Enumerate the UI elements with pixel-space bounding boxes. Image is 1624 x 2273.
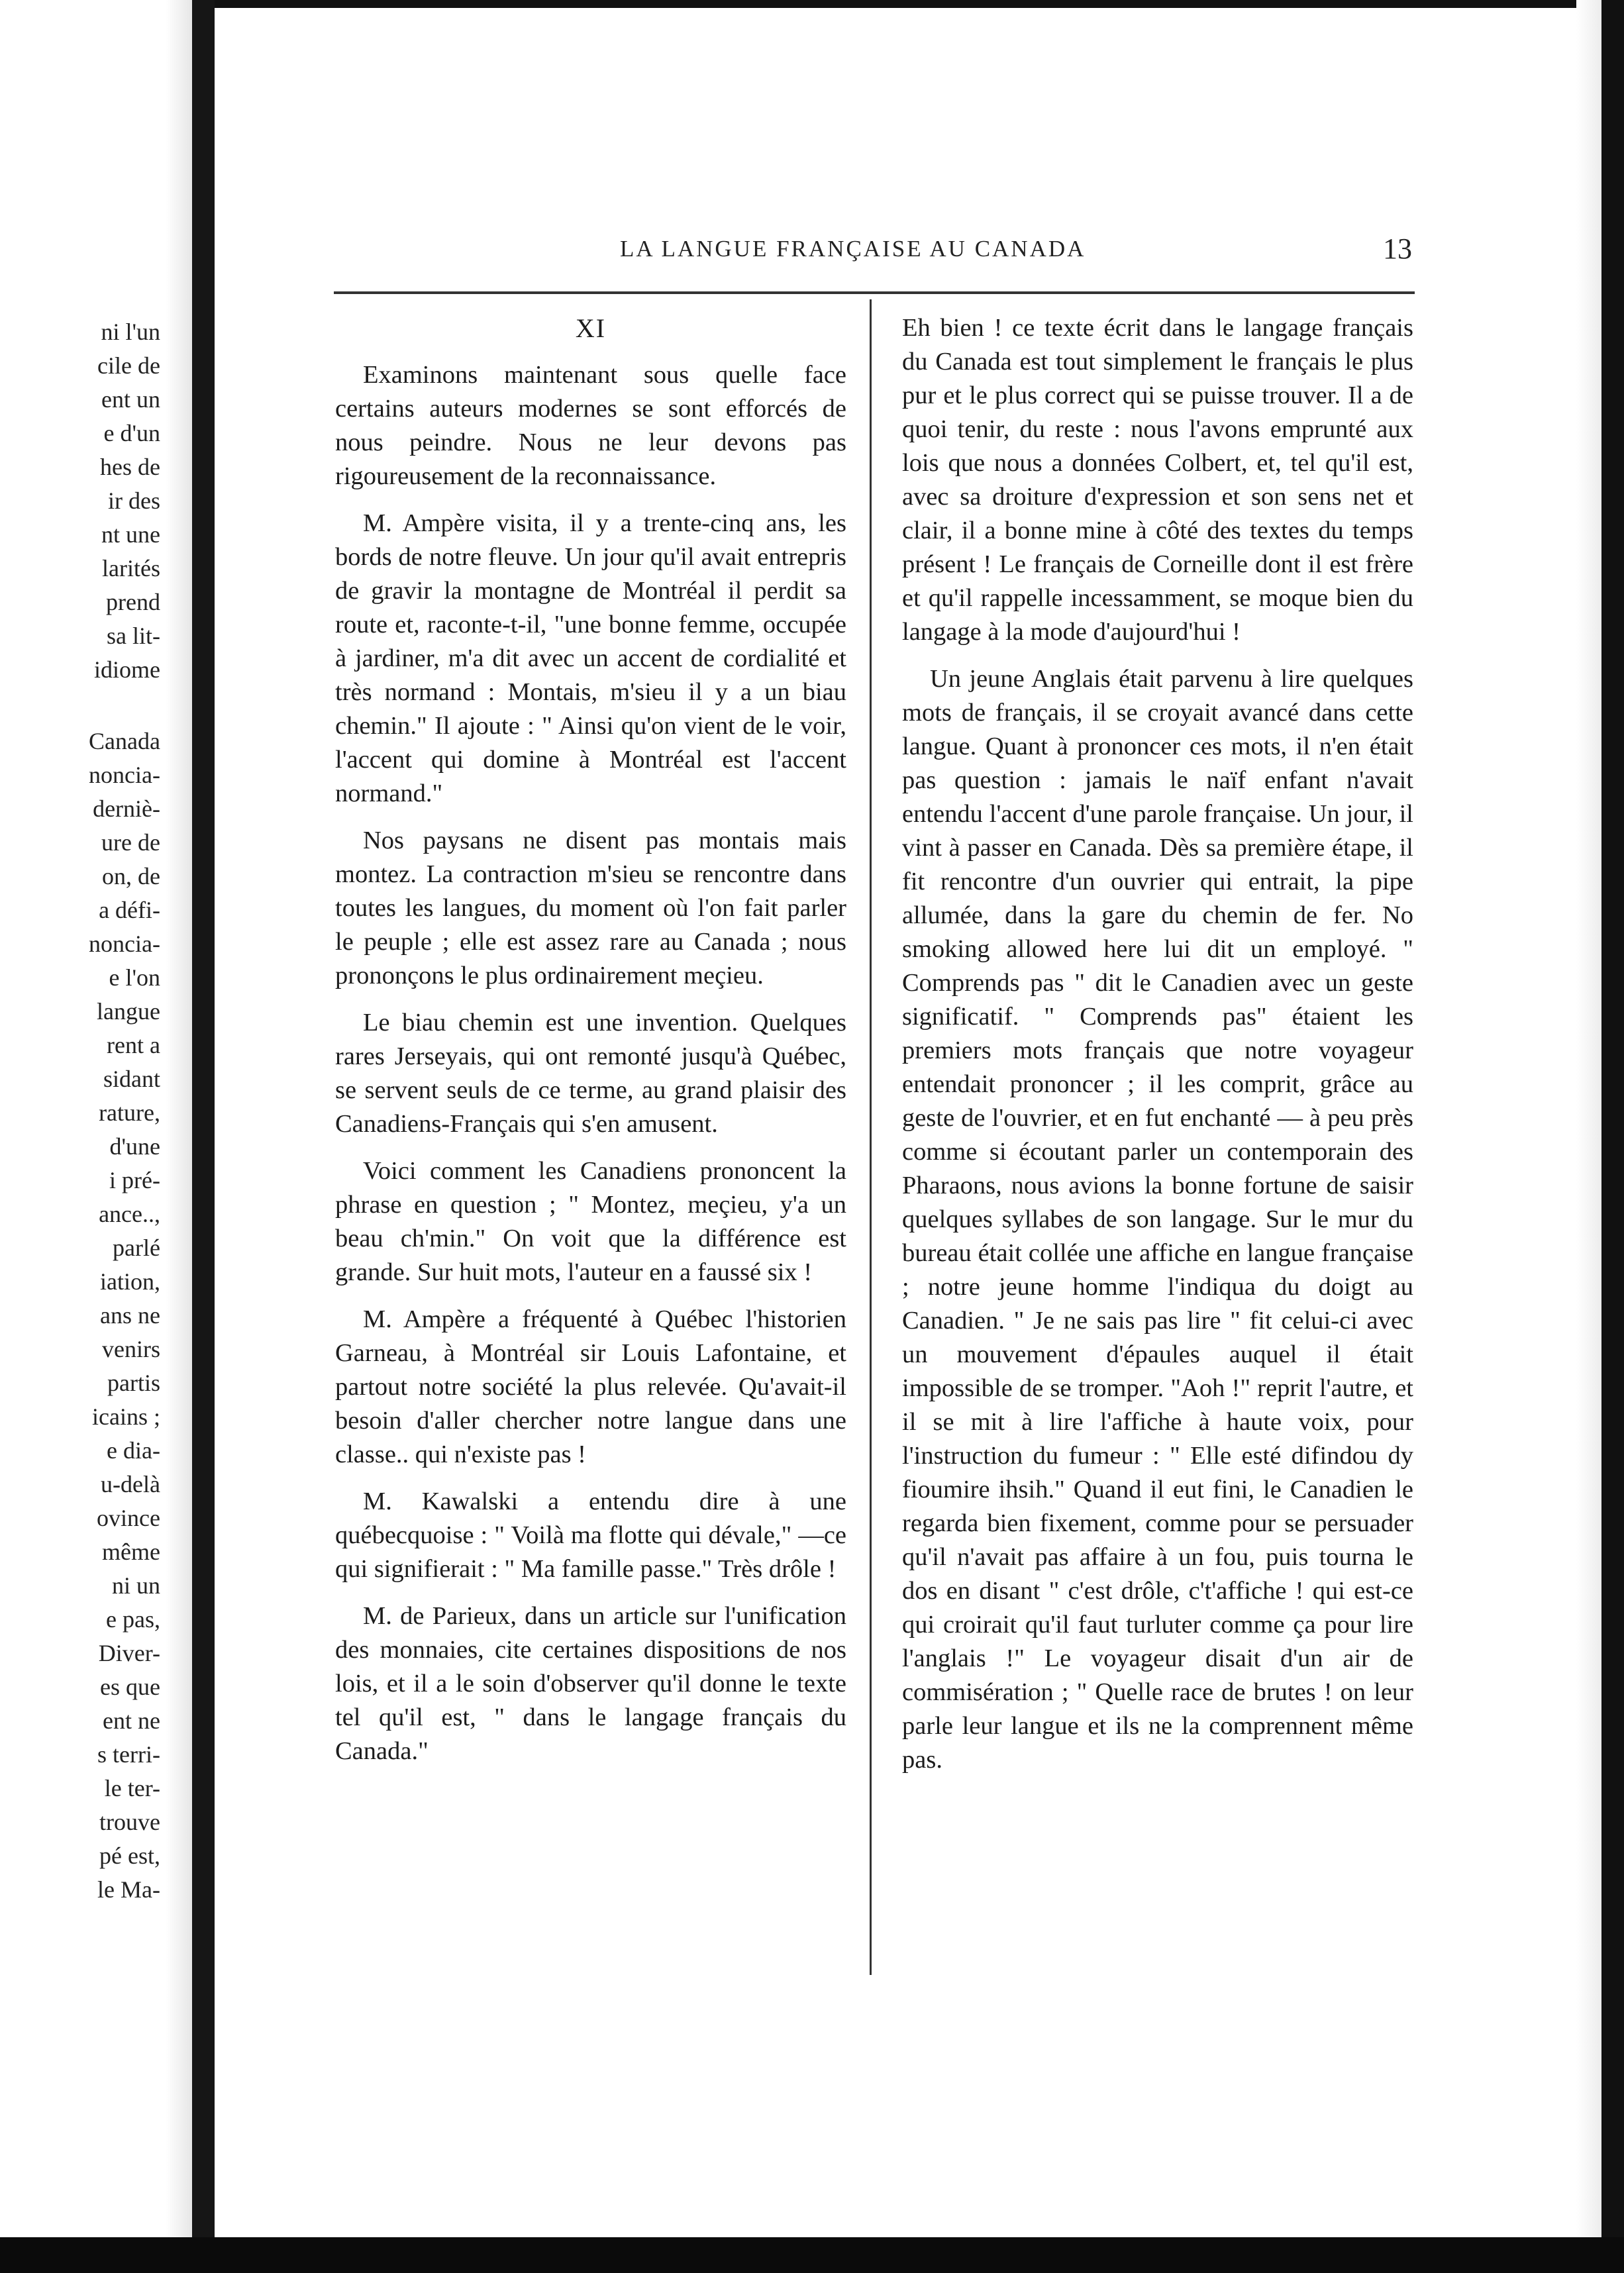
left-page-line: le ter- [104, 1775, 160, 1801]
left-page-line: nt une [101, 521, 160, 548]
left-page-line: ni l'un [101, 319, 160, 345]
header-rule [334, 291, 1415, 294]
left-page-line: icains ; [92, 1403, 160, 1430]
left-page-line: cile de [97, 352, 160, 379]
left-page-line: partis [107, 1370, 160, 1396]
left-page-line: e d'un [103, 420, 160, 446]
paragraph: Eh bien ! ce texte écrit dans le langage français du Canada est tout simplement le français le plus pur et le plus correct qui se puisse trouver. Il a de quoi tenir, du reste : nous l'avons emprunté aux lois que nous a données Colbert, et, tel qu'il est, avec sa droiture d'expression et son sens net et clair, il a bonne mine à côté des textes du temps présent ! Le français de Corneille dont il est frère et qu'il rappelle incessamment, se moque bien du langage à la mode d'aujourd'hui ! [902, 314, 1413, 646]
left-page-line: sa lit- [107, 623, 160, 649]
left-page-line: ans ne [100, 1302, 160, 1329]
paragraph: M. Ampère a fréquenté à Québec l'historien Garneau, à Montréal sir Louis Lafontaine, et partout notre société la plus relevée. Qu'avait-il besoin d'aller chercher notre langue dans une classe.. qui n'existe pas ! [335, 1305, 846, 1468]
left-page-line: langue [97, 998, 160, 1025]
left-page-line: ure de [101, 829, 160, 856]
paragraph: Le biau chemin est une invention. Quelques rares Jerseyais, qui ont remonté jusqu'à Québec, se servent seuls de ce terme, au grand plaisir des Canadiens-Français qui s'en amusent. [335, 1009, 846, 1138]
left-page-line: a défi- [99, 897, 160, 923]
right-column [902, 311, 1413, 1790]
left-page-line: même [102, 1539, 160, 1565]
page-edge-shadow [1576, 0, 1601, 2237]
left-page-line: larités [102, 555, 160, 581]
left-page-line: pé est, [99, 1843, 160, 1869]
left-page-line: e pas, [106, 1606, 160, 1633]
left-page-line: parlé [113, 1235, 160, 1261]
left-page-line: i pré- [109, 1167, 160, 1193]
gutter-shadow [166, 0, 192, 2237]
column-divider [870, 299, 872, 1975]
paragraph: Nos paysans ne disent pas montais mais montez. La contraction m'sieu se rencontre dans toutes les langues, du moment où l'on fait parler le peuple ; elle est assez rare au Canada ; nous prononçons le plus ordinairement meçieu. [335, 827, 846, 989]
paragraph: Voici comment les Canadiens prononcent la phrase en question ; " Montez, meçieu, y'a un beau ch'min." On voit que la différence est grande. Sur huit mots, l'auteur en a faussé six ! [335, 1157, 846, 1286]
left-page-line: sidant [103, 1066, 160, 1092]
left-page-line: ovince [97, 1505, 160, 1531]
left-page-line: s terri- [97, 1741, 160, 1768]
left-page-line: prend [106, 589, 160, 615]
left-page-line: ent ne [103, 1707, 160, 1734]
left-page-line: iation, [100, 1268, 160, 1295]
section-number: XI [575, 313, 607, 343]
page-number: 13 [1383, 232, 1412, 265]
left-page-line: le Ma- [97, 1876, 160, 1903]
left-page-line: venirs [102, 1336, 160, 1362]
running-head: LA LANGUE FRANÇAISE AU CANADA [620, 236, 1086, 262]
left-page-line: Canada [89, 728, 160, 754]
left-page-line: es que [100, 1674, 160, 1700]
left-page-line: ance.., [99, 1201, 160, 1227]
left-page-line: derniè- [93, 795, 160, 822]
left-page-line: Diver- [98, 1640, 160, 1666]
left-page-line: ent un [101, 386, 160, 413]
left-page-line: idiome [94, 656, 160, 683]
left-page-line: u-delà [101, 1471, 160, 1497]
paragraph: Examinons maintenant sous quelle face certains auteurs modernes se sont efforcés de nous peindre. Nous ne leur devons pas rigoureusement de la reconnaissance. [335, 361, 846, 490]
book-gutter [192, 0, 215, 2237]
left-page-line: e dia- [107, 1437, 160, 1464]
left-page-line: trouve [99, 1809, 160, 1835]
left-page-line: e l'on [109, 964, 160, 991]
left-page-fragment [0, 0, 166, 2237]
left-page-line: on, de [102, 863, 160, 889]
left-page-line: hes de [100, 454, 160, 480]
scan-border-bottom [0, 2237, 1624, 2273]
left-page-line: ni un [111, 1572, 160, 1599]
left-page-line: d'une [109, 1133, 160, 1160]
left-page-line: noncia- [89, 762, 160, 788]
left-page-line: ir des [108, 487, 160, 514]
paragraph: Un jeune Anglais était parvenu à lire quelques mots de français, il se croyait avancé dans cette langue. Quant à prononcer ces mots, il n'en était pas question : jamais le naïf enfant n'avait entendu l'accent d'une parole française. Un jour, il vint à passer en Canada. Dès sa première étape, il fit rencontre d'un ouvrier qui entrait, la pipe allumée, dans la gare du chemin de fer. No smoking allowed here lui dit un employé. " Comprends pas " dit le Canadien avec un geste significatif. " Comprends pas" étaient les premiers mots français que notre voyageur entendait prononcer ; il les comprit, grâce au geste de l'ouvrier, et en fut enchanté — à peu près comme si écoutant parler un contemporain des Pharaons, nous avions la bonne fortune de saisir quelques syllabes de son langage. Sur le mur du bureau était collée une affiche en langue française ; notre jeune homme l'indiqua du doigt au Canadien. " Je ne sais pas lire " fit celui-ci avec un mouvement d'épaules auquel il était impossible de se tromper. "Aoh !" reprit l'autre, et il se mit à lire l'affiche à haute voix, pour l'instruction du fumeur : " Elle esté difindou dy fioumire ihsih." Quand il eut fini, le Canadien le regarda bien fixement, comme pour se persuader qu'il n'avait pas affaire à un fou, puis tourna le dos en disant " c'est drôle, c't'affiche ! qui est-ce qui croirait qu'il faut turluter comme ça pour lire l'anglais !" Le voyageur disait d'un air de commisération ; " Quelle race de brutes ! on leur parle leur langue et ils ne la comprennent même pas. [902, 665, 1413, 1774]
paragraph: M. Ampère visita, il y a trente-cinq ans, les bords de notre fleuve. Un jour qu'il avait entrepris de gravir la montagne de Montréal il perdit sa route et, raconte-t-il, "une bonne femme, occupée à jardiner, m'a dit avec un accent de cordialité et très normand : Montais, m'sieu il y a un biau chemin." Il ajoute : " Ainsi qu'on vient de le voir, l'accent qui domine à Montréal est l'accent normand." [335, 509, 846, 807]
scan-border-right [1601, 0, 1624, 2273]
left-column [335, 311, 846, 1782]
left-page-line: rent a [107, 1032, 160, 1058]
left-page-line: noncia- [89, 931, 160, 957]
left-page-line: rature, [99, 1099, 160, 1126]
paragraph: M. Kawalski a entendu dire à une québecquoise : " Voilà ma flotte qui dévale," —ce qui signifierait : " Ma famille passe." Très drôle ! [335, 1488, 846, 1583]
scan-border-top [0, 0, 1624, 8]
paragraph: M. de Parieux, dans un article sur l'unification des monnaies, cite certaines dispositions de nos lois, et il a le soin d'observer qu'il donne le texte tel qu'il est, " dans le langage français du Canada." [335, 1602, 846, 1765]
